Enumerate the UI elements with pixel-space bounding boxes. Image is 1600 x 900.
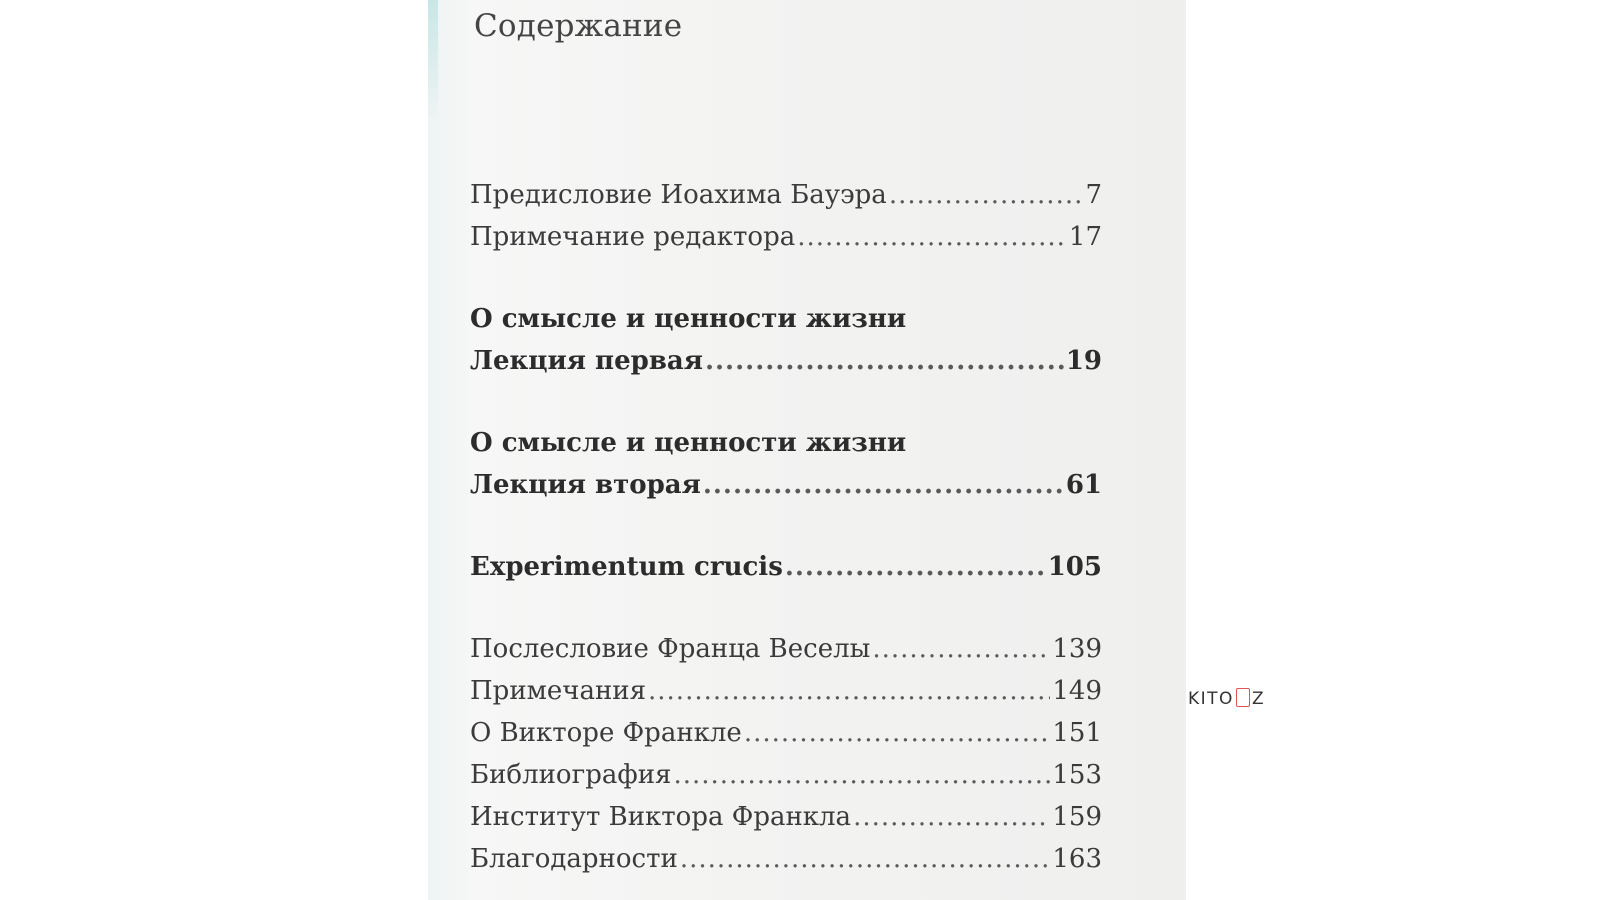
toc-entry-page-number: 139 bbox=[1052, 634, 1102, 664]
toc-entry[interactable] bbox=[470, 546, 1102, 588]
toc-entry[interactable] bbox=[470, 174, 1102, 216]
toc-leader-dots bbox=[648, 670, 1050, 712]
toc-entry[interactable] bbox=[470, 670, 1102, 712]
toc-leader-dots bbox=[853, 796, 1050, 838]
section-heading: О смысле и ценности жизни bbox=[470, 428, 907, 458]
toc-entry-page-number: 159 bbox=[1052, 802, 1102, 832]
toc-entry-label: Благодарности bbox=[470, 844, 678, 874]
toc-leader-dots bbox=[705, 340, 1064, 382]
toc-leader-dots bbox=[785, 546, 1046, 588]
watermark-text-left: KITO bbox=[1188, 689, 1234, 709]
toc-entry-page-number: 61 bbox=[1065, 470, 1102, 500]
toc-entry-label: Послесловие Франца Веселы bbox=[470, 634, 871, 664]
section-gap bbox=[470, 258, 1102, 298]
toc-entry[interactable] bbox=[470, 216, 1102, 258]
toc-entry-page-number: 19 bbox=[1065, 346, 1102, 376]
section-heading: О смысле и ценности жизни bbox=[470, 304, 907, 334]
table-of-contents bbox=[470, 174, 1102, 880]
toc-entry-label: Примечания bbox=[470, 676, 647, 706]
toc-entry-label: Experimentum crucis bbox=[470, 552, 783, 582]
watermark-text-right: Z bbox=[1251, 689, 1266, 709]
toc-leader-dots bbox=[889, 174, 1084, 216]
toc-entry-label: Библиография bbox=[470, 760, 672, 790]
toc-leader-dots bbox=[673, 754, 1050, 796]
page-edge-shadow bbox=[428, 0, 438, 120]
toc-entry-label: Институт Виктора Франкла bbox=[470, 802, 852, 832]
toc-entry-page-number: 151 bbox=[1052, 718, 1102, 748]
toc-leader-dots bbox=[680, 838, 1051, 880]
toc-leader-dots bbox=[703, 464, 1064, 506]
toc-entry-label: Примечание редактора bbox=[470, 222, 796, 252]
toc-entry-page-number: 7 bbox=[1085, 180, 1102, 210]
page-title: Содержание bbox=[474, 8, 683, 44]
toc-leader-dots bbox=[797, 216, 1067, 258]
toc-entry-label: Лекция вторая bbox=[470, 470, 701, 500]
toc-entry[interactable] bbox=[470, 838, 1102, 880]
toc-entry-page-number: 17 bbox=[1068, 222, 1102, 252]
watermark-logo-icon bbox=[1236, 688, 1250, 707]
toc-entry[interactable] bbox=[470, 628, 1102, 670]
toc-leader-dots bbox=[744, 712, 1051, 754]
toc-entry[interactable] bbox=[470, 464, 1102, 506]
toc-entry[interactable] bbox=[470, 796, 1102, 838]
toc-entry-page-number: 153 bbox=[1052, 760, 1102, 790]
toc-entry-label: О Викторе Франкле bbox=[470, 718, 742, 748]
toc-leader-dots bbox=[872, 628, 1050, 670]
toc-entry[interactable] bbox=[470, 340, 1102, 382]
toc-entry-page-number: 105 bbox=[1047, 552, 1102, 582]
toc-entry-page-number: 163 bbox=[1052, 844, 1102, 874]
toc-entry[interactable] bbox=[470, 754, 1102, 796]
toc-entry-label: Предисловие Иоахима Бауэра bbox=[470, 180, 887, 210]
toc-entry[interactable] bbox=[470, 712, 1102, 754]
section-gap bbox=[470, 382, 1102, 422]
section-gap bbox=[470, 588, 1102, 628]
watermark bbox=[1188, 688, 1265, 709]
toc-entry-page-number: 149 bbox=[1052, 676, 1102, 706]
section-gap bbox=[470, 506, 1102, 546]
toc-entry-label: Лекция первая bbox=[470, 346, 703, 376]
